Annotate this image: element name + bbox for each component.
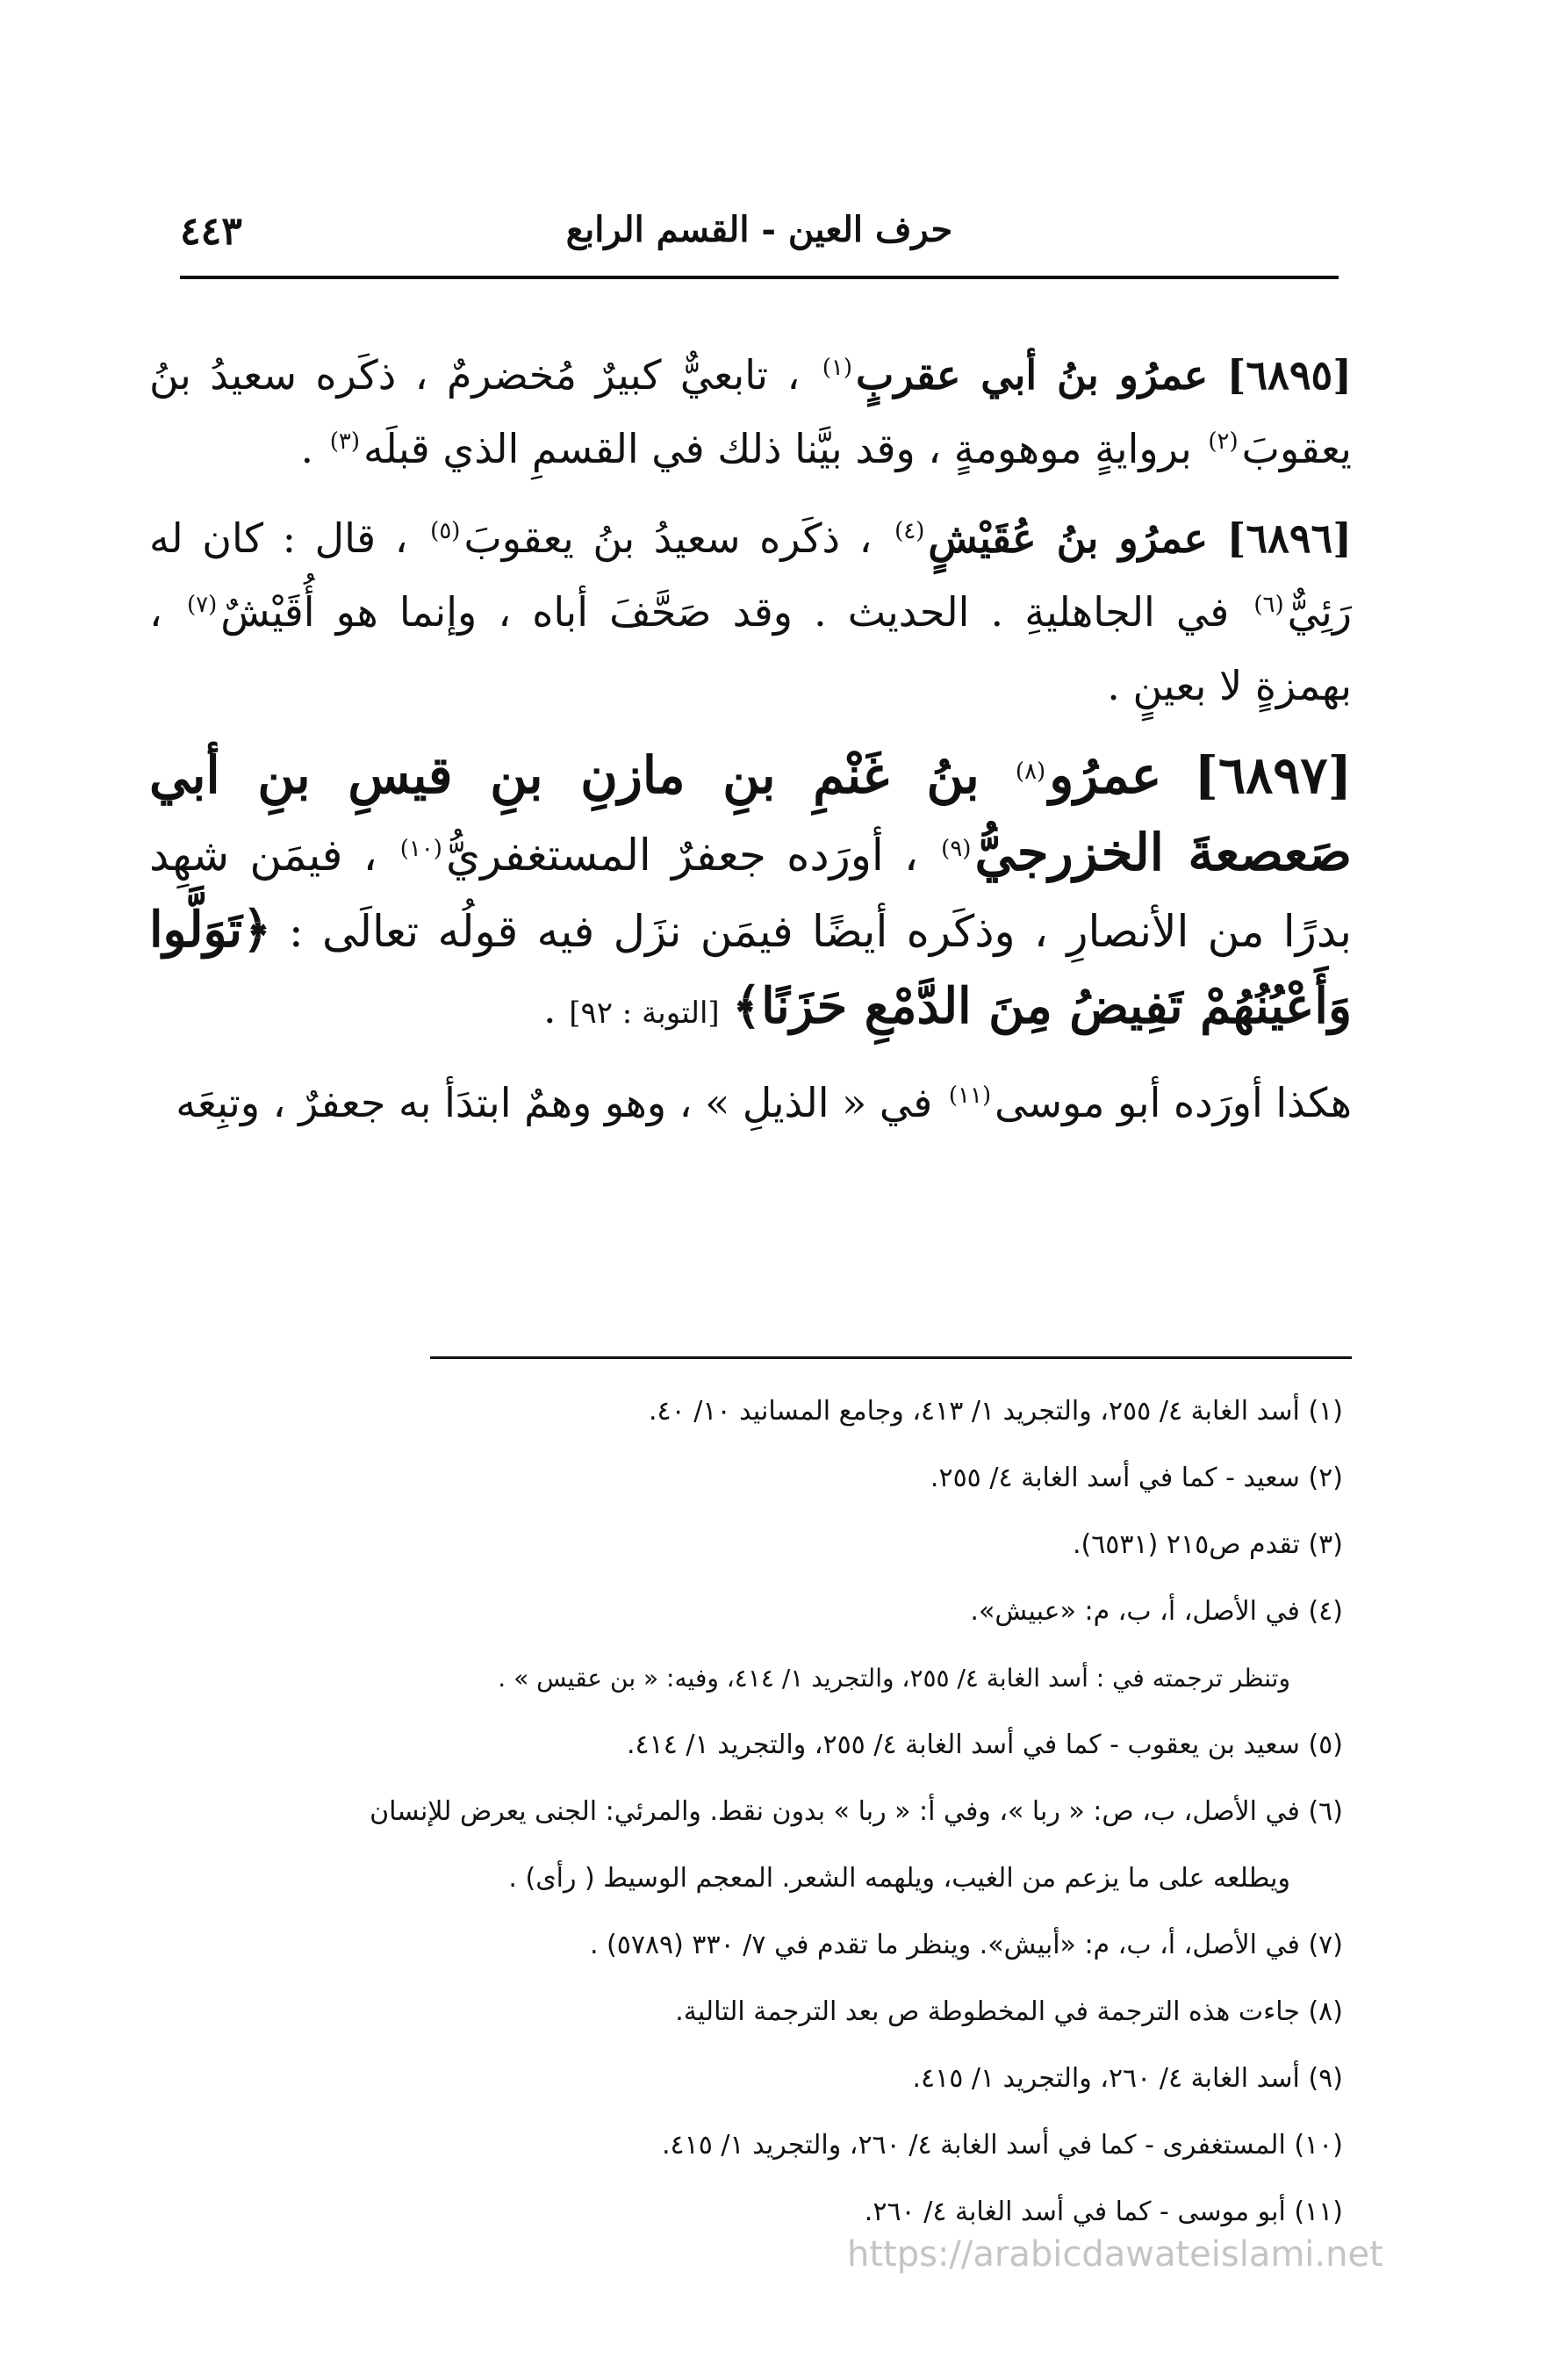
footnote-text: أبو موسى - كما في أسد الغابة ٤/ ٢٦٠. [864, 2197, 1286, 2227]
quran-verse: ﴿تَوَلَّوا وَأَعْيُنُهُمْ تَفِيضُ مِنَ الدَّمْعِ حَزَنًا﴾ [149, 901, 1352, 1035]
footnote-ref: (١٠) [399, 835, 442, 862]
footnote [167, 1779, 1343, 1845]
footnote-number: (٩) [1308, 2063, 1343, 2094]
main-text [149, 338, 1352, 1155]
entry-text: ، بهمزةٍ لا بعينٍ . [149, 588, 1352, 709]
footnote-text: أسد الغابة ٤/ ٢٥٥، والتجريد ١/ ٤١٣، وجامع المسانيد ١٠/ ٤٠. [648, 1396, 1300, 1427]
footnote-rule [430, 1356, 1352, 1359]
header-rule [180, 276, 1339, 279]
footnote [167, 1912, 1343, 1979]
page-header [180, 209, 1339, 262]
footnote-ref: (١١) [948, 1082, 992, 1109]
footnote-text: سعيد بن يعقوب - كما في أسد الغابة ٤/ ٢٥٥، والتجريد ١/ ٤١٤. [626, 1729, 1300, 1760]
footnote-ref: (٦) [1253, 591, 1284, 618]
footnote [167, 2112, 1343, 2179]
footnote-ref: (٩) [941, 835, 972, 862]
entry-text: . [542, 985, 557, 1032]
footnote [167, 1578, 1343, 1645]
footnote-ref: (١) [822, 354, 853, 381]
entry-text: ، أورَده جعفرٌ المستغفريُّ [445, 830, 919, 881]
entry-name: عمرُو بنُ أبي عقربٍ [856, 351, 1209, 399]
footnotes [167, 1378, 1343, 2246]
footnote-ref: (٤) [894, 517, 925, 544]
continuation-paragraph [149, 1066, 1352, 1140]
entry-name-lineage: بنُ غَنْمِ بنِ مازنِ بنِ قيسِ بنِ أبي صَعصعةَ الخزرجيُّ [149, 745, 1352, 882]
footnote-text: في الأصل، أ، ب، م: «أبيش». وينظر ما تقدم في ٧/ ٣٣٠ (٥٧٨٩) . [589, 1930, 1300, 1960]
footnote-ref: (٢) [1208, 428, 1239, 455]
entry-6896 [149, 501, 1352, 723]
footnote-number: (١١) [1294, 2197, 1343, 2227]
entry-text: في الجاهليةِ . الحديث . وقد صَحَّفَ أباه ، وإنما هو أُقَيْشٌ [220, 588, 1230, 636]
footnote [167, 1445, 1343, 1512]
footnote-text: ويطلعه على ما يزعم من الغيب، ويلهمه الشعر. المعجم الوسيط ( رأى) . [508, 1863, 1290, 1894]
entry-name: عمرُو بنُ عُقَيْشٍ [928, 514, 1209, 562]
footnote [167, 2046, 1343, 2112]
footnote [167, 1378, 1343, 1445]
footnote-number: (٣) [1308, 1529, 1343, 1560]
footnote [167, 1979, 1343, 2046]
footnote-ref: (٣) [329, 428, 360, 455]
entry-text: . [300, 425, 314, 472]
footnote-text: جاءت هذه الترجمة في المخطوطة ص بعد الترجمة التالية. [675, 1996, 1300, 2027]
entry-text: بروايةٍ موهومةٍ ، وقد بيَّنا ذلك في القسمِ الذي قبلَه [363, 425, 1192, 472]
footnote-number: (١٠) [1294, 2130, 1343, 2161]
entry-text: ، ذكَره سعيدُ بنُ يعقوبَ [463, 514, 873, 562]
footnote [167, 1512, 1343, 1578]
footnote-text: تقدم ص٢١٥ (٦٥٣١). [1072, 1529, 1300, 1560]
footnote-text: المستغفرى - كما في أسد الغابة ٤/ ٢٦٠، والتجريد ١/ ٤١٥. [661, 2130, 1286, 2161]
entry-text: في « الذيلِ » ، وهو وهمٌ ابتدَأ به جعفرٌ ، وتبِعَه [176, 1079, 933, 1126]
entry-id: [٦٨٩٧] [1194, 745, 1353, 805]
footnote-text: وتنظر ترجمته في : أسد الغابة ٤/ ٢٥٥، والتجريد ١/ ٤١٤، وفيه: « بن عقيس » . [498, 1664, 1290, 1693]
footnote-continuation [167, 1845, 1343, 1912]
running-title: حرف العين - القسم الرابع [565, 209, 953, 250]
footnote-number: (٨) [1308, 1996, 1343, 2027]
footnote-text: سعيد - كما في أسد الغابة ٤/ ٢٥٥. [930, 1463, 1300, 1493]
footnote-ref: (٥) [430, 517, 461, 544]
entry-id: [٦٨٩٦] [1226, 514, 1353, 562]
footnote [167, 1712, 1343, 1779]
footnote-number: (٦) [1308, 1796, 1343, 1827]
footnote-number: (٢) [1308, 1463, 1343, 1493]
entry-text: ، قال : كان له رَئِيٌّ [149, 514, 1353, 636]
entry-name: عمرُو [1049, 745, 1162, 805]
page-number: ٤٤٣ [180, 209, 242, 254]
footnote-number: (٧) [1308, 1930, 1343, 1960]
entry-id: [٦٨٩٥] [1226, 351, 1353, 399]
footnote-number: (١) [1308, 1396, 1343, 1427]
entry-text: ، فيمَن شهِد بدرًا من الأنصارِ ، وذكَره أيضًا فيمَن نزَل فيه قولُه تعالَى : [149, 830, 1353, 957]
footnote-number: (٤) [1308, 1596, 1343, 1627]
footnote-ref: (٧) [186, 591, 218, 618]
footnote-subnote [167, 1645, 1343, 1712]
footnote-text: في الأصل، أ، ب، م: «عبيش». [970, 1596, 1300, 1627]
footnote-ref: (٨) [1015, 758, 1046, 785]
entry-text: هكذا أورَده أبو موسى [995, 1079, 1352, 1126]
watermark-url: https://arabicdawateislami.net [847, 2234, 1383, 2275]
entry-6895 [149, 338, 1352, 485]
entry-text: ، تابعيٌّ كبيرٌ مُخضرمٌ ، ذكَره سعيدُ بنُ يعقوبَ [149, 351, 1352, 472]
footnote-text: أسد الغابة ٤/ ٢٦٠، والتجريد ١/ ٤١٥. [912, 2063, 1300, 2094]
surah-reference: [التوبة : ٩٢] [569, 996, 720, 1031]
entry-6897 [149, 738, 1352, 1050]
footnote-number: (٥) [1308, 1729, 1343, 1760]
footnote-text: في الأصل، ب، ص: « ربا »، وفي أ: « ربا » بدون نقط. والمرئي: الجنى يعرض للإنسان [370, 1796, 1300, 1827]
